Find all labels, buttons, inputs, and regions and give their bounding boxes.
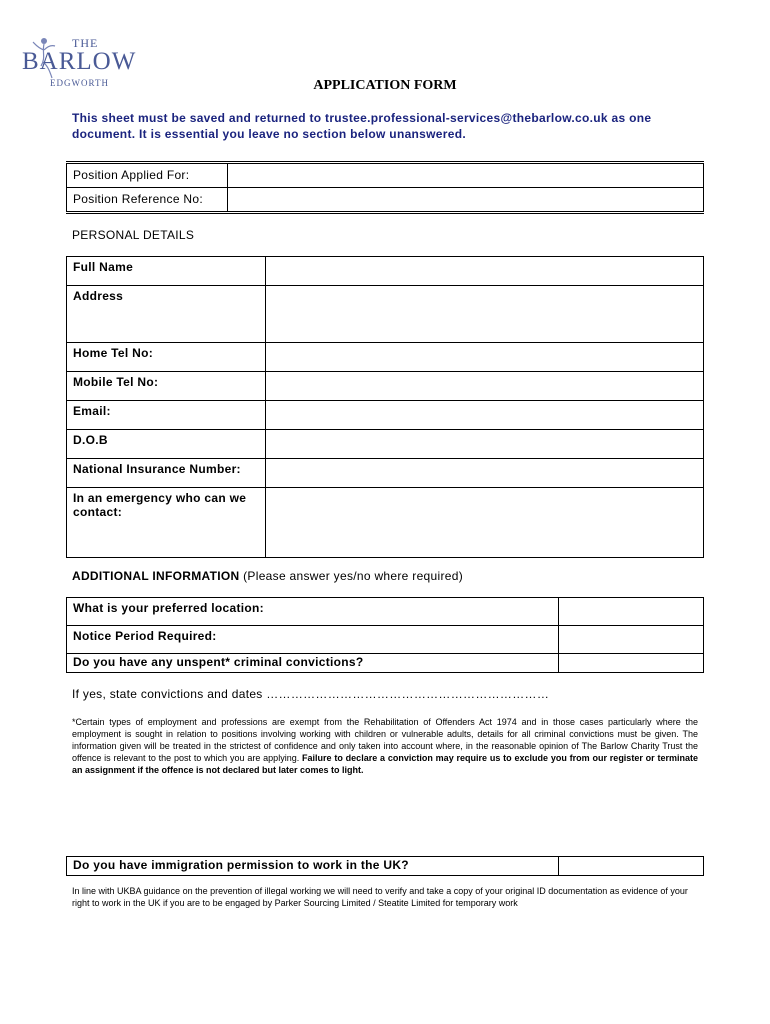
additional-info-table xyxy=(66,597,704,673)
page-title: APPLICATION FORM xyxy=(313,78,457,93)
personal-details-heading: PERSONAL DETAILS xyxy=(72,228,195,242)
ni-number-label: National Insurance Number: xyxy=(67,459,266,488)
table-row xyxy=(67,401,704,430)
position-applied-label: Position Applied For: xyxy=(67,163,228,188)
logo-name: BARLOW xyxy=(22,48,137,75)
position-table xyxy=(66,161,704,214)
logo-the: THE xyxy=(72,36,99,50)
footnote-text: *Certain types of employment and professions are exempt from the Rehabilitation of Offenders Act 1974 and in those cases particularly where the employment is sought in relation to positions involving working with children or vulnerable adults, details for all criminal convictions must be given. The information given will be treated in the strictest of confidence and only taken into account where, in the reasonable opinion of The Barlow Charity Trust the offence is relevant to the post to which you are applying. xyxy=(72,717,698,763)
ukba-guidance-text: In line with UKBA guidance on the prevention of illegal working we will need to verify and take a copy of your original ID documentation as evidence of your right to work in the UK if you are to be engaged by Parker Sourcing Limited / Steatite Limited for temporary work xyxy=(72,886,688,908)
rehabilitation-footnote xyxy=(72,716,698,776)
position-reference-label: Position Reference No: xyxy=(67,188,228,213)
additional-info-heading xyxy=(72,569,463,583)
mobile-tel-label: Mobile Tel No: xyxy=(67,372,266,401)
table-row xyxy=(67,163,704,188)
table-row xyxy=(67,488,704,558)
additional-info-title: ADDITIONAL INFORMATION xyxy=(72,569,240,583)
table-row xyxy=(67,654,704,673)
position-applied-field[interactable] xyxy=(228,163,704,188)
personal-details-table xyxy=(66,256,704,558)
home-tel-field[interactable] xyxy=(266,343,704,372)
table-row xyxy=(67,286,704,343)
ni-number-field[interactable] xyxy=(266,459,704,488)
dob-label: D.O.B xyxy=(67,430,266,459)
convictions-details-line: If yes, state convictions and dates …………………………………………………………… xyxy=(72,687,550,701)
address-field[interactable] xyxy=(266,286,704,343)
table-row xyxy=(67,626,704,654)
location-label: What is your preferred location: xyxy=(67,598,559,626)
full-name-field[interactable] xyxy=(266,257,704,286)
table-row xyxy=(67,372,704,401)
email-field[interactable] xyxy=(266,401,704,430)
notice-period-label: Notice Period Required: xyxy=(67,626,559,654)
position-reference-field[interactable] xyxy=(228,188,704,213)
immigration-table xyxy=(66,856,704,876)
additional-info-note: (Please answer yes/no where required) xyxy=(243,569,463,583)
table-row xyxy=(67,430,704,459)
convictions-field[interactable] xyxy=(559,654,704,673)
immigration-label: Do you have immigration permission to work in the UK? xyxy=(67,857,559,876)
table-row xyxy=(67,188,704,213)
table-row xyxy=(67,459,704,488)
dob-field[interactable] xyxy=(266,430,704,459)
address-label: Address xyxy=(67,286,266,343)
full-name-label: Full Name xyxy=(67,257,266,286)
email-label: Email: xyxy=(67,401,266,430)
emergency-contact-label: In an emergency who can we contact: xyxy=(67,488,266,558)
table-row xyxy=(67,343,704,372)
table-row xyxy=(67,857,704,876)
convictions-label: Do you have any unspent* criminal convictions? xyxy=(67,654,559,673)
location-field[interactable] xyxy=(559,598,704,626)
table-row xyxy=(67,598,704,626)
logo-sub: EDGWORTH xyxy=(50,78,109,88)
table-row xyxy=(67,257,704,286)
notice-period-field[interactable] xyxy=(559,626,704,654)
mobile-tel-field[interactable] xyxy=(266,372,704,401)
intro-instructions: This sheet must be saved and returned to trustee.professional-services@thebarlow.co.uk as one document. It is essential you leave no section below unanswered. xyxy=(72,111,652,141)
home-tel-label: Home Tel No: xyxy=(67,343,266,372)
footnote-warning: Failure to declare a conviction may require us to exclude you from our register or terminate an assignment if the offence is not declared but later comes to light. xyxy=(72,753,698,775)
emergency-contact-field[interactable] xyxy=(266,488,704,558)
immigration-field[interactable] xyxy=(559,857,704,876)
